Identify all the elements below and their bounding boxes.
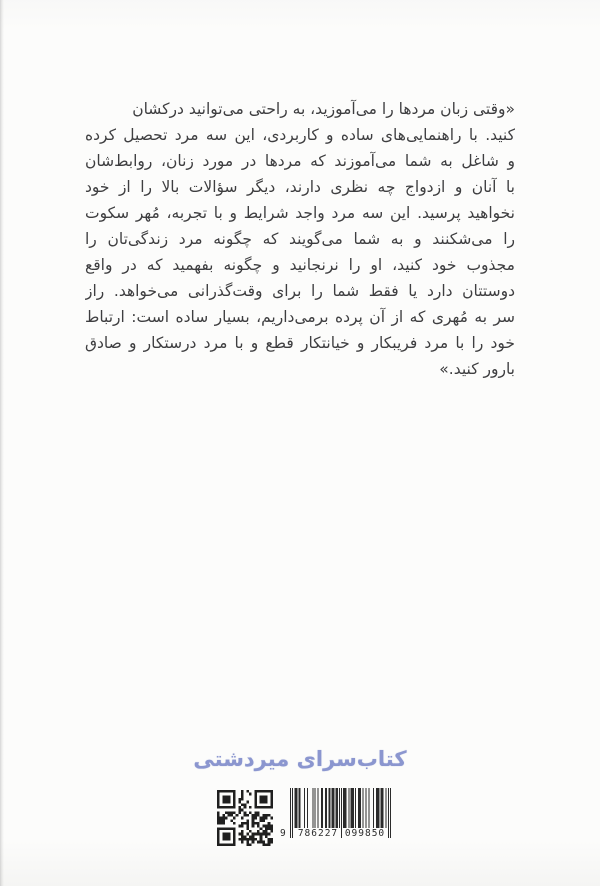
synopsis-line: نخواهید پرسید. این سه مرد واجد شرایط و با تجربه، مُهر سکوت bbox=[85, 204, 515, 222]
synopsis-line: دوستتان دارد یا فقط شما را برای وقت‌گذرانی می‌خواهد. راز bbox=[85, 282, 515, 300]
isbn-digit-group: 9 bbox=[280, 828, 287, 839]
synopsis-line: و شاغل به شما می‌آموزند که مردها در مورد زنان، روابط‌شان bbox=[85, 152, 515, 170]
synopsis-line: مجذوب خود کنید، او را نرنجانید و چگونه بفهمید که در واقع bbox=[85, 256, 515, 274]
synopsis-line: را می‌شکنند و به شما می‌گویند که چگونه مرد زندگی‌تان را bbox=[85, 230, 515, 248]
synopsis-line: کنید. با راهنمایی‌های ساده و کاربردی، این سه مرد تحصیل کرده bbox=[85, 126, 515, 144]
synopsis-line: بارور کنید.» bbox=[439, 360, 515, 378]
isbn-digit-group: 099850 bbox=[344, 828, 386, 839]
synopsis-line: خود را با مرد فریبکار و خیانتکار قطع و با مرد درستکار و صادق bbox=[85, 334, 515, 352]
synopsis-line: با آنان و ازدواج چه نظری دارند، دیگر سؤالات بالا را از خود bbox=[85, 178, 515, 196]
synopsis-paragraph bbox=[85, 96, 515, 382]
isbn-digit-group: 786227 bbox=[297, 828, 339, 839]
top-vignette bbox=[0, 0, 600, 30]
publisher-logo: کتاب‌سرای میردشتی bbox=[193, 747, 407, 771]
qr-code-icon bbox=[217, 790, 273, 848]
synopsis-line: سر به مُهری که از آن پرده برمی‌داریم، بسیار ساده است: ارتباط bbox=[85, 308, 515, 326]
spine-edge-shadow bbox=[0, 0, 4, 886]
isbn-barcode bbox=[280, 787, 402, 847]
synopsis-line: «وقتی زبان مردها را می‌آموزید، به راحتی می‌توانید درکشان bbox=[132, 100, 515, 118]
